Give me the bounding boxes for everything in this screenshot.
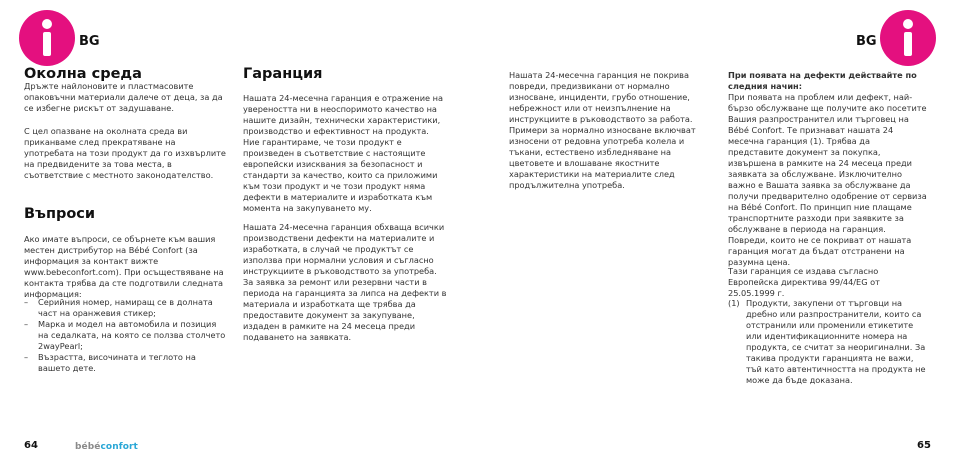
questions-paragraph: Ако имате въпроси, се обърнете към вашия местен дистрибутор на Bébé Confort (за информация за контакт вижте www.bebeconfort.com). При осъществяване на контакта трябва да сте подготвили следната информация: [24,234,224,299]
section-title-questions: Въпроси [24,206,96,222]
warranty-paragraph-1: Нашата 24-месечна гаранция е отражение на увереността ни в неоспоримото качество на нашите дизайн, технически характеристики, производство и ефективност на продукта. Ние гарантираме, че този продукт е произведен в съответствие с настоящите европейски изисквания за безопасност и стандарти за качество, които са приложими към този продукт и че този продукт няма дефекти в материалите и изработката към момента на закупуването му. [243,93,444,213]
info-icon-dot [42,19,52,29]
list-item: – Марка и модел на автомобила и позиция на седалката, на която се ползва столчето 2wayPearl; [24,319,228,352]
directive-paragraph: Тази гаранция се издава съгласно Европейска директива 99/44/EG от 25.05.1999 г. [728,266,880,298]
environment-paragraph-2: С цел опазване на околната среда ви приканваме след прекратяване на употребата на този продукт да го изхвърлите на предвидените за това места, в съответствие с местното законодателство. [24,126,226,180]
environment-paragraph-1: Дръжте найлоновите и пластмасовите опаковъчни материали далече от деца, за да се избегне рискът от задушаване. [24,81,223,113]
info-icon-left [19,10,75,66]
footnote-marker: (1) [728,298,740,308]
language-label-left: BG [79,34,100,49]
brand-logo-part1: bébé [75,442,101,452]
info-icon-right [880,10,936,66]
warranty-exclusions-paragraph: Нашата 24-месечна гаранция не покрива повреди, предизвикани от нормално износване, инциденти, грубо отношение, небрежност или от неизпълнение на инструкциите в ръководството за работа. Примери за нормално износване включват износени от редовна употреба колела и тъкани, естествено избледняване на цветовете и влошаване якостните характеристики на материалите след продължителна употреба. [509,70,696,190]
defects-paragraph: При появата на проблем или дефект, най-бързо обслужване ще получите ако посетите Вашия разпространител или търговец на Bébé Confort. Те признават нашата 24 месечна гаранция (1). Трябва да представите документ за покупка, извършена в рамките на 24 месеца преди заявката за обслужване. Изключително важно е Вашата заявка за обслужване да получи предварително одобрение от сервиза на Bébé Confort. По принцип ние плащаме транспортните разходи при заявките за обслужване в периода на гаранция. Повреди, които не се покриват от нашата гаранция могат да бъдат отстранени на разумна цена. [728,92,927,267]
section-title-environment: Околна среда [24,66,142,82]
page-number-right: 65 [917,440,931,451]
warranty-paragraph-2: Нашата 24-месечна гаранция обхваща всички производствени дефекти на материалите и изработката, в случай че продуктът се използва при нормални условия и съгласно инструкциите в ръководството за употреба. За заявка за ремонт или резервни части в периода на гаранцията за липса на дефекти в материала и изработката ще трябва да предоставите документ за закупуване, издаден в рамките на 24 месеца преди подаването на заявката. [243,222,447,342]
defects-heading: При появата на дефекти действайте по следния начин: [728,70,917,91]
page-number-left: 64 [24,440,38,451]
section-title-warranty: Гаранция [243,66,323,82]
brand-logo [75,442,138,452]
footnote [728,298,930,386]
language-label-right: BG [856,34,877,49]
questions-list [24,297,228,374]
footnote-text: Продукти, закупени от търговци на дребно или разпространители, които са отстранили или променили етикетите или идентификационните номера на продукта, се считат за неоригинални. За такива продукти гаранцията не важи, тъй като автентичността на продукта не може да бъде доказана. [746,298,926,385]
info-icon-stem [43,32,51,56]
list-item: – Възрастта, височината и теглото на вашето дете. [24,352,228,374]
brand-logo-part2: confort [100,442,138,452]
info-icon-dot [903,19,913,29]
list-item: – Серийния номер, намиращ се в долната част на оранжевия стикер; [24,297,228,319]
info-icon-stem [904,32,912,56]
